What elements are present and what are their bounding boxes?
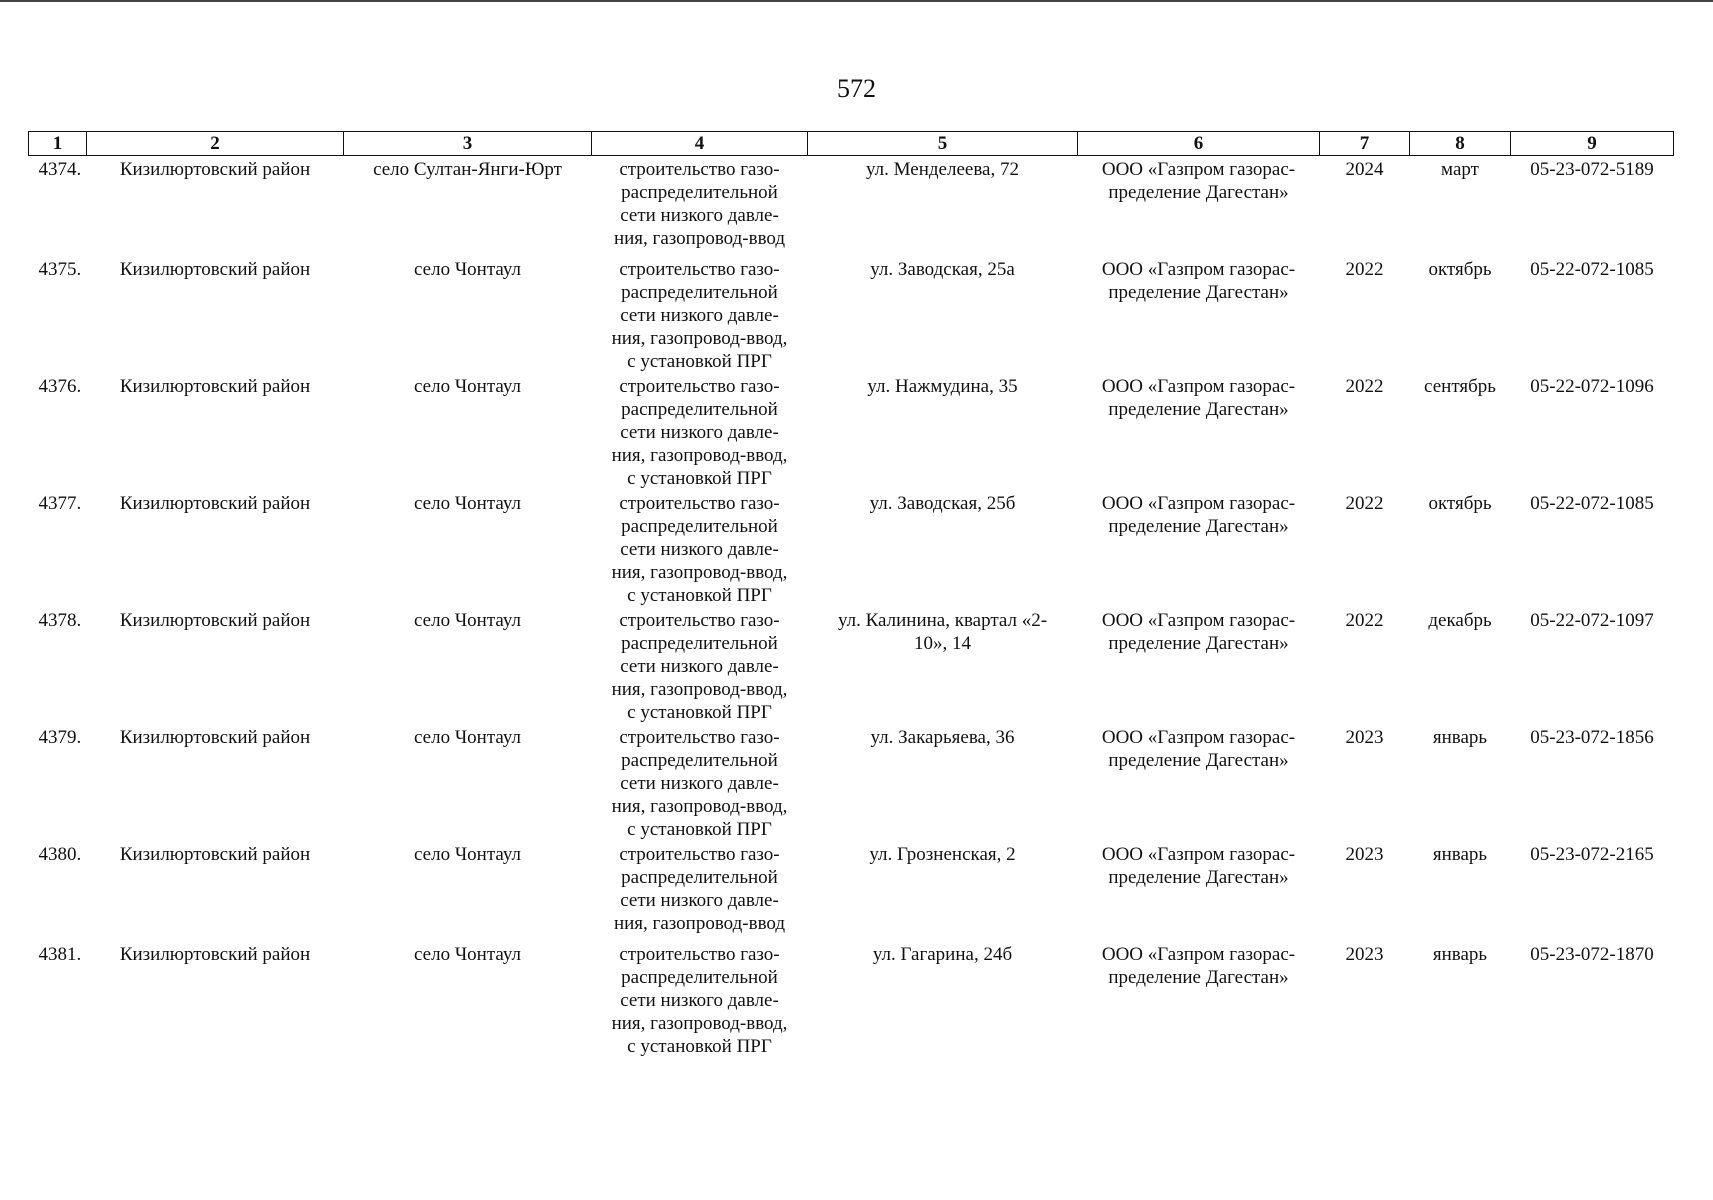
work-description-cell-line: сети низкого давле- (620, 205, 779, 226)
settlement-cell: село Чонтаул (414, 944, 521, 965)
settlement-cell: село Чонтаул (414, 376, 521, 397)
organization-cell (1078, 490, 1320, 607)
page-number: 572 (837, 74, 876, 103)
organization-cell-line: пределение Дагестан» (1108, 516, 1289, 537)
row-number-cell: 4376. (38, 376, 82, 397)
organization-cell (1078, 156, 1320, 257)
organization-cell-line: ООО «Газпром газорас- (1101, 944, 1296, 965)
settlement-cell: село Чонтаул (414, 610, 521, 631)
row-number-cell: 4377. (38, 493, 82, 514)
year-cell: 2022 (1345, 376, 1384, 397)
organization-cell-line: ООО «Газпром газорас- (1101, 844, 1296, 865)
district-cell: Кизилюртовский район (119, 944, 311, 965)
work-description-cell-line: ния, газопровод-ввод, (611, 445, 788, 466)
program-code-cell: 05-23-072-1856 (1530, 727, 1654, 748)
table-row (29, 256, 1674, 373)
table-header (29, 132, 1674, 156)
table-row (29, 607, 1674, 724)
column-header: 2 (87, 132, 344, 156)
district-cell: Кизилюртовский район (119, 159, 311, 180)
organization-cell-line: ООО «Газпром газорас- (1101, 259, 1296, 280)
table-row (29, 490, 1674, 607)
row-number-cell: 4380. (38, 844, 82, 865)
work-description-cell-line: ния, газопровод-ввод (613, 228, 786, 249)
work-description-cell-line: распределительной (621, 516, 778, 537)
work-description-cell-line: строительство газо- (619, 944, 780, 965)
work-description-cell-line: сети низкого давле- (620, 773, 779, 794)
month-cell: октябрь (1428, 493, 1492, 514)
organization-cell-line: ООО «Газпром газорас- (1101, 727, 1296, 748)
address-cell-line: ул. Гагарина, 24б (872, 944, 1013, 965)
organization-cell-line: пределение Дагестан» (1108, 867, 1289, 888)
work-description-cell-line: сети низкого давле- (620, 656, 779, 677)
column-header: 6 (1078, 132, 1320, 156)
program-code-cell: 05-22-072-1085 (1530, 259, 1654, 280)
address-cell-line: ул. Закарьяева, 36 (870, 727, 1015, 748)
year-cell: 2022 (1345, 493, 1384, 514)
work-description-cell (592, 841, 808, 941)
row-number-cell: 4381. (38, 944, 82, 965)
work-description-cell-line: строительство газо- (619, 727, 780, 748)
work-description-cell-line: сети низкого давле- (620, 990, 779, 1011)
district-cell: Кизилюртовский район (119, 493, 311, 514)
work-description-cell-line: распределительной (621, 750, 778, 771)
work-description-cell-line: распределительной (621, 282, 778, 303)
district-cell: Кизилюртовский район (119, 844, 311, 865)
program-code-cell: 05-22-072-1097 (1530, 610, 1654, 631)
work-description-cell-line: с установкой ПРГ (627, 1036, 772, 1057)
month-cell: январь (1432, 727, 1488, 748)
year-cell: 2023 (1345, 727, 1384, 748)
work-description-cell-line: строительство газо- (619, 493, 780, 514)
organization-cell (1078, 607, 1320, 724)
work-description-cell-line: строительство газо- (619, 844, 780, 865)
address-cell (808, 724, 1078, 841)
program-code-cell: 05-23-072-5189 (1530, 159, 1654, 180)
table-row (29, 941, 1674, 1058)
work-description-cell-line: строительство газо- (619, 259, 780, 280)
program-code-cell: 05-23-072-1870 (1530, 944, 1654, 965)
work-description-cell-line: строительство газо- (619, 159, 780, 180)
work-description-cell (592, 941, 808, 1058)
work-description-cell (592, 373, 808, 490)
table-body (29, 156, 1674, 1059)
organization-cell-line: пределение Дагестан» (1108, 282, 1289, 303)
month-cell: октябрь (1428, 259, 1492, 280)
organization-cell-line: ООО «Газпром газорас- (1101, 376, 1296, 397)
year-cell: 2024 (1345, 159, 1384, 180)
work-description-cell-line: ния, газопровод-ввод, (611, 796, 788, 817)
organization-cell (1078, 724, 1320, 841)
address-cell-line: 10», 14 (914, 633, 971, 654)
program-code-cell: 05-23-072-2165 (1530, 844, 1654, 865)
work-description-cell-line: ния, газопровод-ввод, (611, 1013, 788, 1034)
program-code-cell: 05-22-072-1085 (1530, 493, 1654, 514)
month-cell: январь (1432, 844, 1488, 865)
organization-cell (1078, 941, 1320, 1058)
month-cell: сентябрь (1424, 376, 1496, 397)
row-number-cell: 4375. (38, 259, 82, 280)
row-number-cell: 4374. (38, 159, 82, 180)
address-cell (808, 373, 1078, 490)
work-description-cell-line: ния, газопровод-ввод, (611, 328, 788, 349)
settlement-cell: село Чонтаул (414, 844, 521, 865)
year-cell: 2023 (1345, 844, 1384, 865)
work-description-cell-line: распределительной (621, 399, 778, 420)
work-description-cell-line: с установкой ПРГ (627, 819, 772, 840)
work-description-cell-line: с установкой ПРГ (627, 585, 772, 606)
district-cell: Кизилюртовский район (119, 259, 311, 280)
settlement-cell: село Чонтаул (414, 493, 521, 514)
work-description-cell-line: сети низкого давле- (620, 305, 779, 326)
organization-cell-line: ООО «Газпром газорас- (1101, 610, 1296, 631)
organization-cell-line: пределение Дагестан» (1108, 633, 1289, 654)
work-description-cell-line: ния, газопровод-ввод, (611, 562, 788, 583)
work-description-cell (592, 156, 808, 257)
organization-cell-line: пределение Дагестан» (1108, 182, 1289, 203)
table-row (29, 841, 1674, 941)
work-description-cell-line: ния, газопровод-ввод, (611, 679, 788, 700)
organization-cell-line: пределение Дагестан» (1108, 750, 1289, 771)
address-cell-line: ул. Грозненская, 2 (869, 844, 1016, 865)
organization-cell (1078, 373, 1320, 490)
address-cell-line: ул. Калинина, квартал «2- (837, 610, 1048, 631)
settlement-cell: село Султан-Янги-Юрт (373, 159, 562, 180)
month-cell: декабрь (1428, 610, 1492, 631)
work-description-cell-line: ния, газопровод-ввод (613, 913, 786, 934)
year-cell: 2023 (1345, 944, 1384, 965)
address-cell-line: ул. Менделеева, 72 (866, 159, 1019, 180)
organization-cell-line: пределение Дагестан» (1108, 967, 1289, 988)
address-cell (808, 941, 1078, 1058)
work-description-cell (592, 607, 808, 724)
address-cell-line: ул. Заводская, 25а (870, 259, 1015, 280)
column-header: 4 (592, 132, 808, 156)
program-code-cell: 05-22-072-1096 (1530, 376, 1654, 397)
work-description-cell-line: распределительной (621, 967, 778, 988)
district-cell: Кизилюртовский район (119, 610, 311, 631)
header-row (29, 132, 1674, 156)
work-description-cell-line: строительство газо- (619, 610, 780, 631)
table-row (29, 156, 1674, 257)
work-description-cell-line: строительство газо- (619, 376, 780, 397)
work-description-cell-line: распределительной (621, 182, 778, 203)
row-number-cell: 4378. (38, 610, 82, 631)
work-description-cell-line: распределительной (621, 633, 778, 654)
work-description-cell (592, 256, 808, 373)
work-description-cell-line: сети низкого давле- (620, 890, 779, 911)
address-cell-line: ул. Заводская, 25б (869, 493, 1016, 514)
organization-cell-line: ООО «Газпром газорас- (1101, 159, 1296, 180)
month-cell: март (1441, 159, 1479, 180)
table-row (29, 724, 1674, 841)
row-number-cell: 4379. (38, 727, 82, 748)
month-cell: январь (1432, 944, 1488, 965)
year-cell: 2022 (1345, 610, 1384, 631)
work-description-cell-line: сети низкого давле- (620, 539, 779, 560)
address-cell (808, 256, 1078, 373)
column-header: 3 (344, 132, 592, 156)
work-description-cell-line: с установкой ПРГ (627, 351, 772, 372)
work-description-cell-line: с установкой ПРГ (627, 468, 772, 489)
address-cell-line: ул. Нажмудина, 35 (867, 376, 1018, 397)
scan-top-edge (0, 0, 1713, 2)
column-header: 9 (1511, 132, 1674, 156)
work-description-cell-line: сети низкого давле- (620, 422, 779, 443)
organization-cell (1078, 256, 1320, 373)
settlement-cell: село Чонтаул (414, 727, 521, 748)
work-description-cell-line: распределительной (621, 867, 778, 888)
work-description-cell (592, 490, 808, 607)
year-cell: 2022 (1345, 259, 1384, 280)
district-cell: Кизилюртовский район (119, 727, 311, 748)
district-cell: Кизилюртовский район (119, 376, 311, 397)
column-header: 1 (29, 132, 87, 156)
address-cell (808, 841, 1078, 941)
column-header: 5 (808, 132, 1078, 156)
column-header: 8 (1410, 132, 1511, 156)
settlement-cell: село Чонтаул (414, 259, 521, 280)
table-row (29, 373, 1674, 490)
address-cell (808, 607, 1078, 724)
address-cell (808, 156, 1078, 257)
column-header: 7 (1320, 132, 1410, 156)
work-description-cell-line: с установкой ПРГ (627, 702, 772, 723)
work-description-cell (592, 724, 808, 841)
organization-cell (1078, 841, 1320, 941)
organization-cell-line: ООО «Газпром газорас- (1101, 493, 1296, 514)
organization-cell-line: пределение Дагестан» (1108, 399, 1289, 420)
address-cell (808, 490, 1078, 607)
register-table (28, 131, 1674, 1058)
